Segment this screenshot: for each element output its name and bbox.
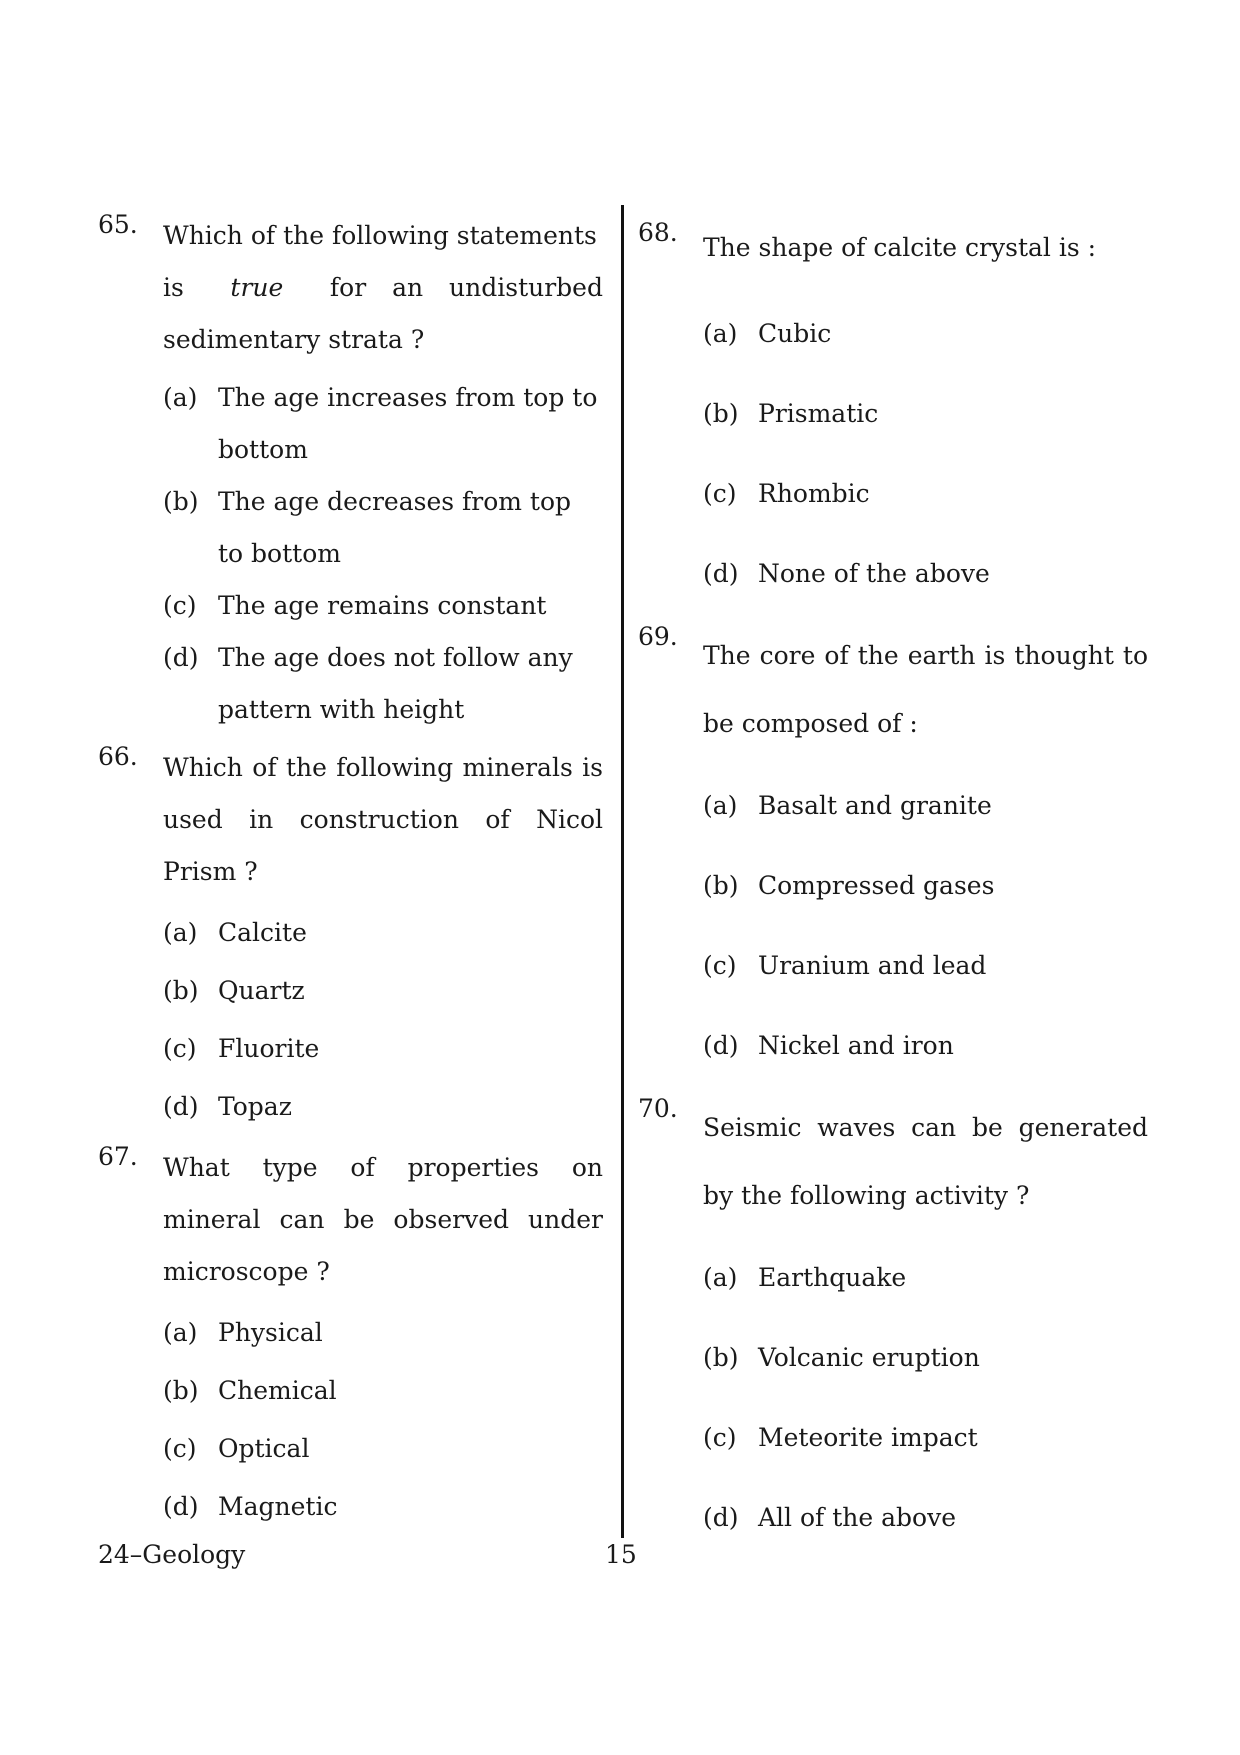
option-label: (d): [703, 1031, 739, 1060]
option-label: (a): [163, 1318, 198, 1347]
option-label: (d): [163, 1092, 199, 1121]
option-c: [703, 1398, 1148, 1478]
option-text: The age remains constant: [218, 591, 547, 620]
option-text: All of the above: [758, 1503, 957, 1532]
question-number: 65.: [98, 210, 138, 239]
question-69: [638, 622, 1148, 1086]
option-text: None of the above: [758, 559, 990, 588]
option-label: (c): [163, 591, 197, 620]
option-label: (a): [163, 383, 198, 412]
option-label: (b): [163, 487, 199, 516]
question-70: [638, 1094, 1148, 1558]
question-66: [98, 742, 603, 1136]
question-stem: [163, 210, 603, 366]
option-label: (d): [163, 643, 199, 672]
option-label: (c): [703, 1423, 737, 1452]
question-68: [638, 218, 1148, 614]
option-text: Topaz: [218, 1092, 292, 1121]
question-stem: Which of the following minerals is used in construction of Nicol Prism ?: [163, 753, 603, 886]
option-text: Compressed gases: [758, 871, 995, 900]
option-text: Fluorite: [218, 1034, 320, 1063]
option-a: [163, 1304, 603, 1362]
left-column: [98, 210, 603, 1536]
option-c: [163, 580, 603, 632]
subject-code: 24–Geology: [98, 1540, 246, 1569]
option-text: Cubic: [758, 319, 832, 348]
option-label: (b): [163, 976, 199, 1005]
stem-line: Which of the following statements: [163, 221, 597, 250]
question-stem: The shape of calcite crystal is :: [703, 233, 1097, 262]
option-d: [703, 534, 1148, 614]
option-text: Uranium and lead: [758, 951, 987, 980]
right-column: [638, 218, 1148, 1558]
question-stem: What type of properties on mineral can be observed under microscope ?: [163, 1153, 603, 1286]
option-text: Meteorite impact: [758, 1423, 978, 1452]
option-text: The age decreases from top to bottom: [218, 487, 572, 568]
option-label: (b): [703, 1343, 739, 1372]
page-number: 15: [605, 1540, 637, 1569]
option-label: (d): [703, 559, 739, 588]
option-text: Calcite: [218, 918, 307, 947]
option-label: (c): [163, 1034, 197, 1063]
option-c: [703, 926, 1148, 1006]
option-text: The age does not follow any pattern with height: [218, 643, 573, 724]
option-label: (c): [703, 951, 737, 980]
question-number: 66.: [98, 742, 138, 771]
option-label: (b): [703, 399, 739, 428]
option-text: The age increases from top to bottom: [218, 383, 598, 464]
option-d: [163, 1478, 603, 1536]
option-a: [703, 294, 1148, 374]
stem-word: is: [163, 273, 184, 302]
question-65: [98, 210, 603, 736]
option-b: [163, 1362, 603, 1420]
option-text: Nickel and iron: [758, 1031, 954, 1060]
option-label: (d): [163, 1492, 199, 1521]
option-label: (b): [703, 871, 739, 900]
option-a: [703, 1238, 1148, 1318]
option-label: (c): [703, 479, 737, 508]
question-number: 69.: [638, 622, 678, 651]
question-number: 70.: [638, 1094, 678, 1123]
option-b: [703, 846, 1148, 926]
option-d: [703, 1006, 1148, 1086]
option-text: Volcanic eruption: [758, 1343, 980, 1372]
option-d: [163, 632, 603, 736]
question-number: 67.: [98, 1142, 138, 1171]
option-label: (d): [703, 1503, 739, 1532]
stem-line: sedimentary strata ?: [163, 325, 425, 354]
stem-line: [163, 262, 603, 314]
question-stem: Seismic waves can be generated by the following activity ?: [703, 1113, 1148, 1210]
option-b: [703, 1318, 1148, 1398]
option-c: [703, 454, 1148, 534]
option-text: Prismatic: [758, 399, 879, 428]
option-text: Basalt and granite: [758, 791, 992, 820]
question-67: [98, 1142, 603, 1536]
option-text: Rhombic: [758, 479, 870, 508]
option-a: [163, 372, 603, 476]
option-label: (a): [703, 791, 738, 820]
option-label: (a): [703, 319, 738, 348]
question-stem: The core of the earth is thought to be composed of :: [703, 641, 1148, 738]
option-d: [163, 1078, 603, 1136]
option-b: [163, 962, 603, 1020]
option-d: [703, 1478, 1148, 1558]
question-number: 68.: [638, 218, 678, 247]
stem-word: for an undisturbed: [329, 273, 603, 302]
option-label: (b): [163, 1376, 199, 1405]
column-divider: [621, 205, 624, 1538]
option-text: Optical: [218, 1434, 310, 1463]
option-b: [703, 374, 1148, 454]
option-b: [163, 476, 603, 580]
option-text: Magnetic: [218, 1492, 338, 1521]
option-a: [703, 766, 1148, 846]
option-text: Physical: [218, 1318, 323, 1347]
option-label: (a): [163, 918, 198, 947]
option-text: Chemical: [218, 1376, 337, 1405]
option-text: Quartz: [218, 976, 305, 1005]
option-c: [163, 1020, 603, 1078]
option-text: Earthquake: [758, 1263, 907, 1292]
option-a: [163, 904, 603, 962]
option-c: [163, 1420, 603, 1478]
stem-emphasis: true: [230, 273, 284, 302]
option-label: (c): [163, 1434, 197, 1463]
option-label: (a): [703, 1263, 738, 1292]
